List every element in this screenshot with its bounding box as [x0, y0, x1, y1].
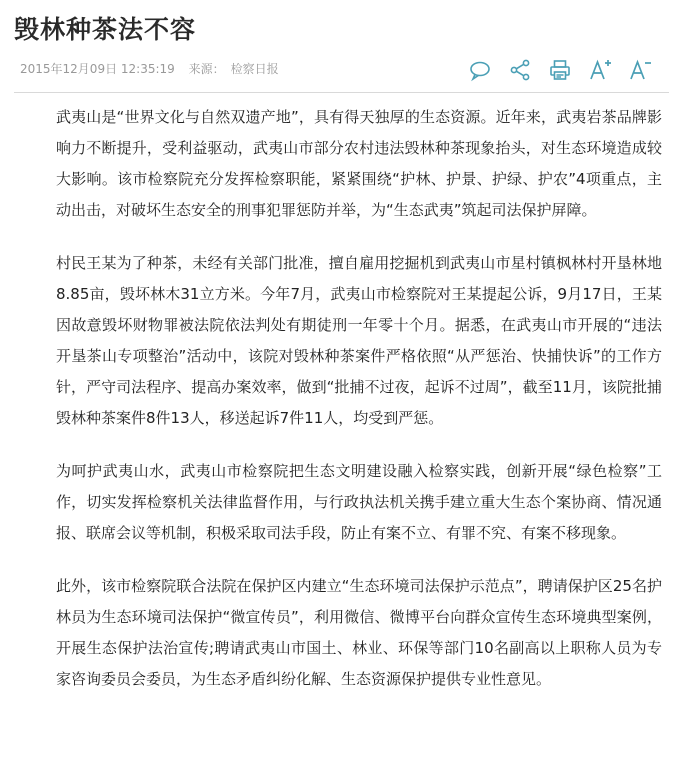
- font-decrease-icon[interactable]: [627, 57, 653, 83]
- publish-date: 2015年12月09日 12:35:19: [20, 62, 175, 76]
- article-title: 毁林种茶法不容: [14, 15, 197, 44]
- source-name: 检察日报: [230, 62, 279, 76]
- meta-text: [20, 60, 289, 77]
- paragraph: 为呵护武夷山水，武夷山市检察院把生态文明建设融入检察实践，创新开展“绿色检察”工作，切实发挥检察机关法律监督作用，与行政执法机关携手建立重大生态个案协商、情况通报、联席会议等机制，积极采取司法手段，防止有案不立、有罪不究、有案不移现象。: [56, 462, 662, 542]
- source-label: 来源：: [188, 62, 225, 76]
- paragraph: 武夷山是“世界文化与自然双遗产地”，具有得天独厚的生态资源。近年来，武夷岩茶品牌影响力不断提升，受利益驱动，武夷山市部分农村违法毁林种茶现象抬头，对生态环境造成较大影响。该市检察院充分发挥检察职能，紧紧围绕“护林、护景、护绿、护农”4项重点，主动出击，对破坏生态安全的刑事犯罪惩防并举，为“生态武夷”筑起司法保护屏障。: [56, 108, 662, 219]
- article-toolbar: [467, 54, 653, 86]
- paragraph: 此外，该市检察院联合法院在保护区内建立“生态环境司法保护示范点”，聘请保护区25名护林员为生态环境司法保护“微宣传员”，利用微信、微博平台向群众宣传生态环境典型案例，开展生态保护法治宣传;聘请武夷山市国土、林业、环保等部门10名副高以上职称人员为专家咨询委员会委员，为生态矛盾纠纷化解、生态资源保护提供专业性意见。: [56, 577, 662, 688]
- share-icon[interactable]: [507, 57, 533, 83]
- comment-icon[interactable]: [467, 57, 493, 83]
- font-increase-icon[interactable]: [587, 57, 613, 83]
- paragraph: 村民王某为了种茶，未经有关部门批准，擅自雇用挖掘机到武夷山市星村镇枫林村开垦林地8.85亩，毁坏林木31立方米。今年7月，武夷山市检察院对王某提起公诉，9月17日，王某因故意毁坏财物罪被法院依法判处有期徒刑一年零十个月。据悉，在武夷山市开展的“违法开垦茶山专项整治”活动中，该院对毁林种茶案件严格依照“从严惩治、快捕快诉”的工作方针，严守司法程序、提高办案效率，做到“批捕不过夜，起诉不过周”，截至11月，该院批捕毁林种茶案件8件13人，移送起诉7件11人，均受到严惩。: [56, 254, 662, 427]
- article-body: [56, 102, 662, 717]
- print-icon[interactable]: [547, 57, 573, 83]
- header-divider: [14, 92, 669, 93]
- article-meta: [0, 52, 683, 88]
